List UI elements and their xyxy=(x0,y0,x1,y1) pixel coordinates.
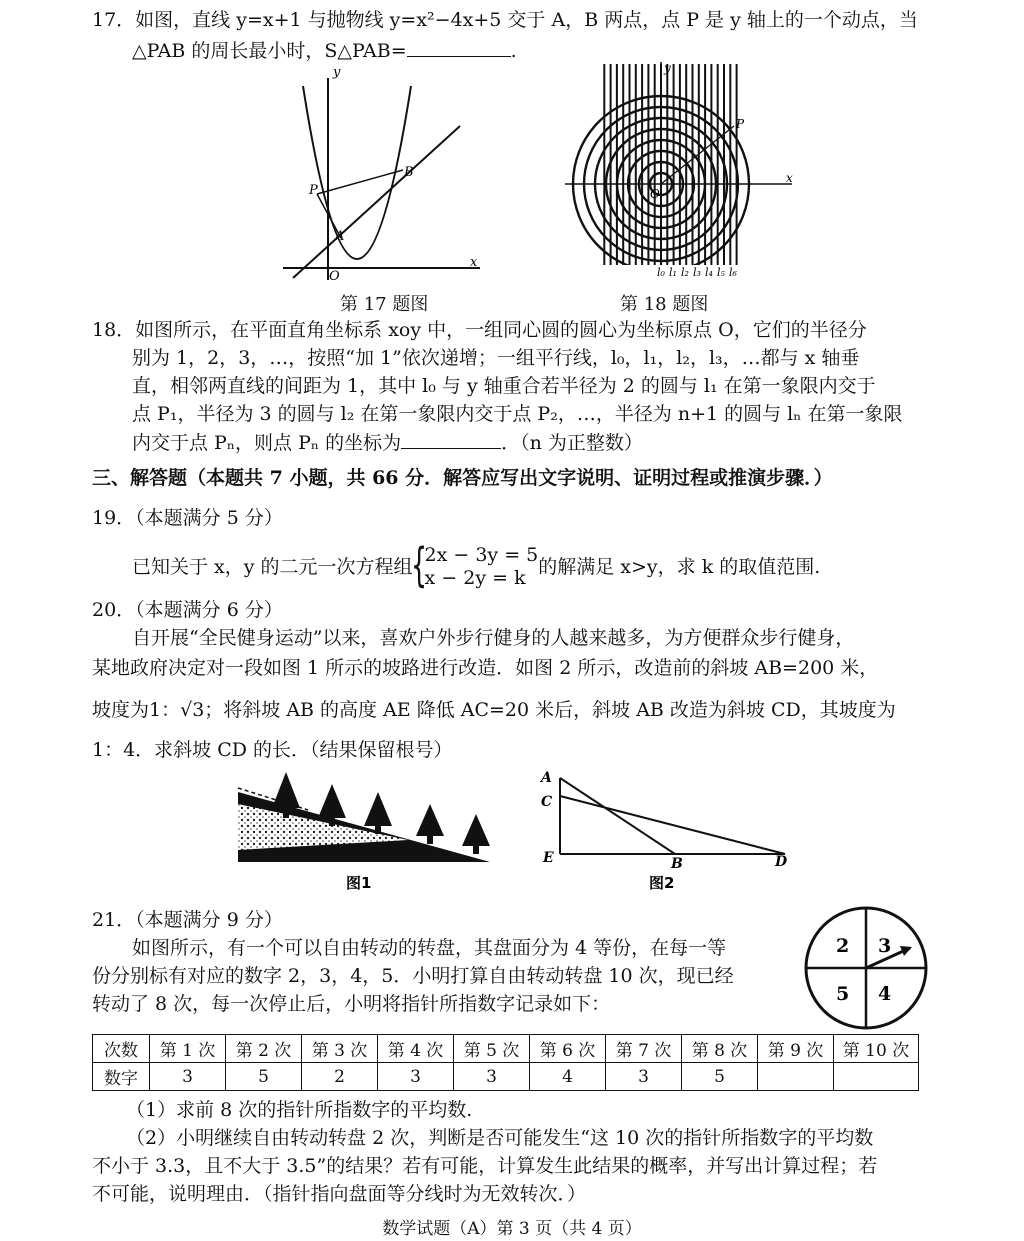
table-cell: 4 xyxy=(530,1063,606,1091)
fig18-line-label: l₆ xyxy=(729,266,737,279)
table-cell: 5 xyxy=(226,1063,302,1091)
fig2-label-C: C xyxy=(541,794,553,810)
fig18-line-label: l₁ xyxy=(669,266,677,279)
table-col-header: 第 9 次 xyxy=(758,1035,834,1063)
fig2-segment-AB xyxy=(560,778,675,854)
q18-line1: 18．如图所示，在平面直角坐标系 xoy 中，一组同心圆的圆心为坐标原点 O，它们的半径分 xyxy=(92,319,867,341)
q19-body xyxy=(132,538,821,592)
table-cell: 3 xyxy=(150,1063,226,1091)
table-col-header: 第 3 次 xyxy=(302,1035,378,1063)
table-cell: 5 xyxy=(682,1063,758,1091)
q18-line3: 直，相邻两直线的间距为 1，其中 l₀ 与 y 轴重合若半径为 2 的圆与 l₁ 在第一象限内交于 xyxy=(132,375,876,397)
figure-18 xyxy=(560,60,800,282)
q19-brace: { xyxy=(410,538,427,592)
q19-eq1: 2x − 3y = 5 xyxy=(424,544,539,566)
fig18-label-P: P xyxy=(736,117,745,131)
q21-line3: 转动了 8 次，每一次停止后，小明将指针所指数字记录如下： xyxy=(92,993,611,1015)
table-header-digit: 数字 xyxy=(93,1063,150,1091)
q21-sub2-line2: 不小于 3.3，且不大于 3.5”的结果？若有可能，计算发生此结果的概率，并写出计算过程；若 xyxy=(92,1155,878,1177)
table-row xyxy=(93,1035,919,1063)
table-cell: 3 xyxy=(606,1063,682,1091)
q18-line5-text: 内交于点 Pₙ，则点 Pₙ 的坐标为 xyxy=(132,432,402,454)
table-col-header: 第 4 次 xyxy=(378,1035,454,1063)
fig1-caption: 图1 xyxy=(346,874,372,892)
q21-line1: 如图所示，有一个可以自由转动的转盘，其盘面分为 4 等份，在每一等 xyxy=(132,937,727,959)
fig17-label-A: A xyxy=(335,229,345,244)
q19-header: 19．（本题满分 5 分） xyxy=(92,507,283,529)
fig18-line-label: l₅ xyxy=(717,266,725,279)
table-col-header: 第 1 次 xyxy=(150,1035,226,1063)
fig17-caption: 第 17 题图 xyxy=(340,294,429,315)
table-cell-empty[interactable] xyxy=(758,1063,834,1091)
q18-line4: 点 P₁，半径为 3 的圆与 l₂ 在第一象限内交于点 P₂，…，半径为 n+1 的圆与 lₙ 在第一象限 xyxy=(132,403,903,425)
fig18-label-x: x xyxy=(786,171,793,185)
spinner-sector-top-left: 2 xyxy=(836,935,850,957)
q19-post: 的解满足 x>y，求 k 的取值范围. xyxy=(538,556,821,578)
fig18-caption: 第 18 题图 xyxy=(620,294,709,315)
q19-eq2: x − 2y = k xyxy=(424,567,526,589)
q17-answer-blank[interactable] xyxy=(407,38,511,57)
section-3-heading: 三、解答题（本题共 7 小题，共 66 分．解答应写出文字说明、证明过程或推演步骤．） xyxy=(92,467,833,489)
q19-equation-system xyxy=(410,538,539,592)
spinner-sector-bottom-right: 4 xyxy=(878,983,892,1005)
q21-record-table xyxy=(92,1034,919,1091)
table-col-header: 第 8 次 xyxy=(682,1035,758,1063)
q17-line2-end: . xyxy=(510,40,517,62)
fig18-line-label: l₄ xyxy=(705,266,713,279)
fig2-label-A: A xyxy=(541,770,552,786)
q20-line1: 自开展“全民健身运动”以来，喜欢户外步行健身的人越来越多，为方便群众步行健身， xyxy=(132,627,855,649)
table-col-header: 第 5 次 xyxy=(454,1035,530,1063)
q17-line2 xyxy=(132,38,517,63)
q21-sub2-line1: （2）小明继续自由转动转盘 2 次，判断是否可能发生“这 10 次的指针所指数字的平均数 xyxy=(126,1127,874,1149)
table-col-header: 第 2 次 xyxy=(226,1035,302,1063)
q17-line1: 17．如图，直线 y=x+1 与抛物线 y=x²−4x+5 交于 A，B 两点，点 P 是 y 轴上的一个动点，当 xyxy=(92,9,918,31)
q20-line2: 某地政府决定对一段如图 1 所示的坡路进行改造．如图 2 所示，改造前的斜坡 AB=200 米， xyxy=(92,657,879,679)
spinner-sector-top-right: 3 xyxy=(878,935,892,957)
table-cell: 2 xyxy=(302,1063,378,1091)
fig17-label-x: x xyxy=(470,255,478,270)
fig2-label-B: B xyxy=(671,856,683,872)
table-cell: 3 xyxy=(378,1063,454,1091)
fig2-segment-CD xyxy=(560,796,785,854)
fig18-label-O: O xyxy=(650,187,660,201)
fig17-label-O: O xyxy=(329,269,340,284)
fig17-label-y: y xyxy=(333,66,341,80)
fig18-line-label: l₂ xyxy=(681,266,689,279)
q20-line3: 坡度为1：√3；将斜坡 AB 的高度 AE 降低 AC=20 米后，斜坡 AB 改造为斜坡 CD，其坡度为 xyxy=(92,699,896,721)
fig17-label-P: P xyxy=(309,183,318,198)
q21-sub1: （1）求前 8 次的指针所指数字的平均数. xyxy=(126,1099,473,1121)
page-footer: 数学试题（A）第 3 页（共 4 页） xyxy=(382,1219,642,1239)
q21-spinner xyxy=(800,904,932,1034)
figure-17 xyxy=(275,66,490,286)
table-col-header: 第 10 次 xyxy=(834,1035,919,1063)
fig2-label-D: D xyxy=(775,854,788,870)
fig2-label-E: E xyxy=(543,850,554,866)
q17-line2-text: △PAB 的周长最小时，S△PAB= xyxy=(132,40,407,62)
q20-header: 20．（本题满分 6 分） xyxy=(92,599,283,621)
table-cell: 3 xyxy=(454,1063,530,1091)
spinner-sector-bottom-left: 5 xyxy=(836,983,850,1005)
table-row xyxy=(93,1063,919,1091)
fig18-label-y: y xyxy=(664,61,671,75)
fig18-line-labels xyxy=(657,266,738,279)
table-col-header: 第 6 次 xyxy=(530,1035,606,1063)
q21-line2: 份分别标有对应的数字 2，3，4，5．小明打算自由转动转盘 10 次，现已经 xyxy=(92,965,734,987)
table-col-header: 第 7 次 xyxy=(606,1035,682,1063)
q19-pre: 已知关于 x，y 的二元一次方程组 xyxy=(132,556,413,578)
q18-line2: 别为 1，2，3，…，按照“加 1”依次递增；一组平行线，l₀，l₁，l₂，l₃，…都与 x 轴垂 xyxy=(132,347,860,369)
q18-answer-blank[interactable] xyxy=(401,430,501,449)
q21-sub2-line3: 不可能，说明理由．（指针指向盘面等分线时为无效转次．） xyxy=(92,1183,587,1205)
table-header-times: 次数 xyxy=(93,1035,150,1063)
fig2-caption: 图2 xyxy=(649,874,675,892)
q21-header: 21．（本题满分 9 分） xyxy=(92,909,283,931)
q18-line5 xyxy=(132,430,643,455)
q20-figure-2 xyxy=(535,768,800,896)
q18-line5-end: ．（n 为正整数） xyxy=(501,432,643,454)
fig18-line-label: l₀ xyxy=(657,266,665,279)
fig18-line-label: l₃ xyxy=(693,266,701,279)
table-cell-empty[interactable] xyxy=(834,1063,919,1091)
fig17-label-B: B xyxy=(404,165,414,180)
q20-figure-1 xyxy=(228,770,498,895)
fig17-line xyxy=(293,126,460,278)
q20-line4: 1：4．求斜坡 CD 的长．（结果保留根号） xyxy=(92,739,453,761)
